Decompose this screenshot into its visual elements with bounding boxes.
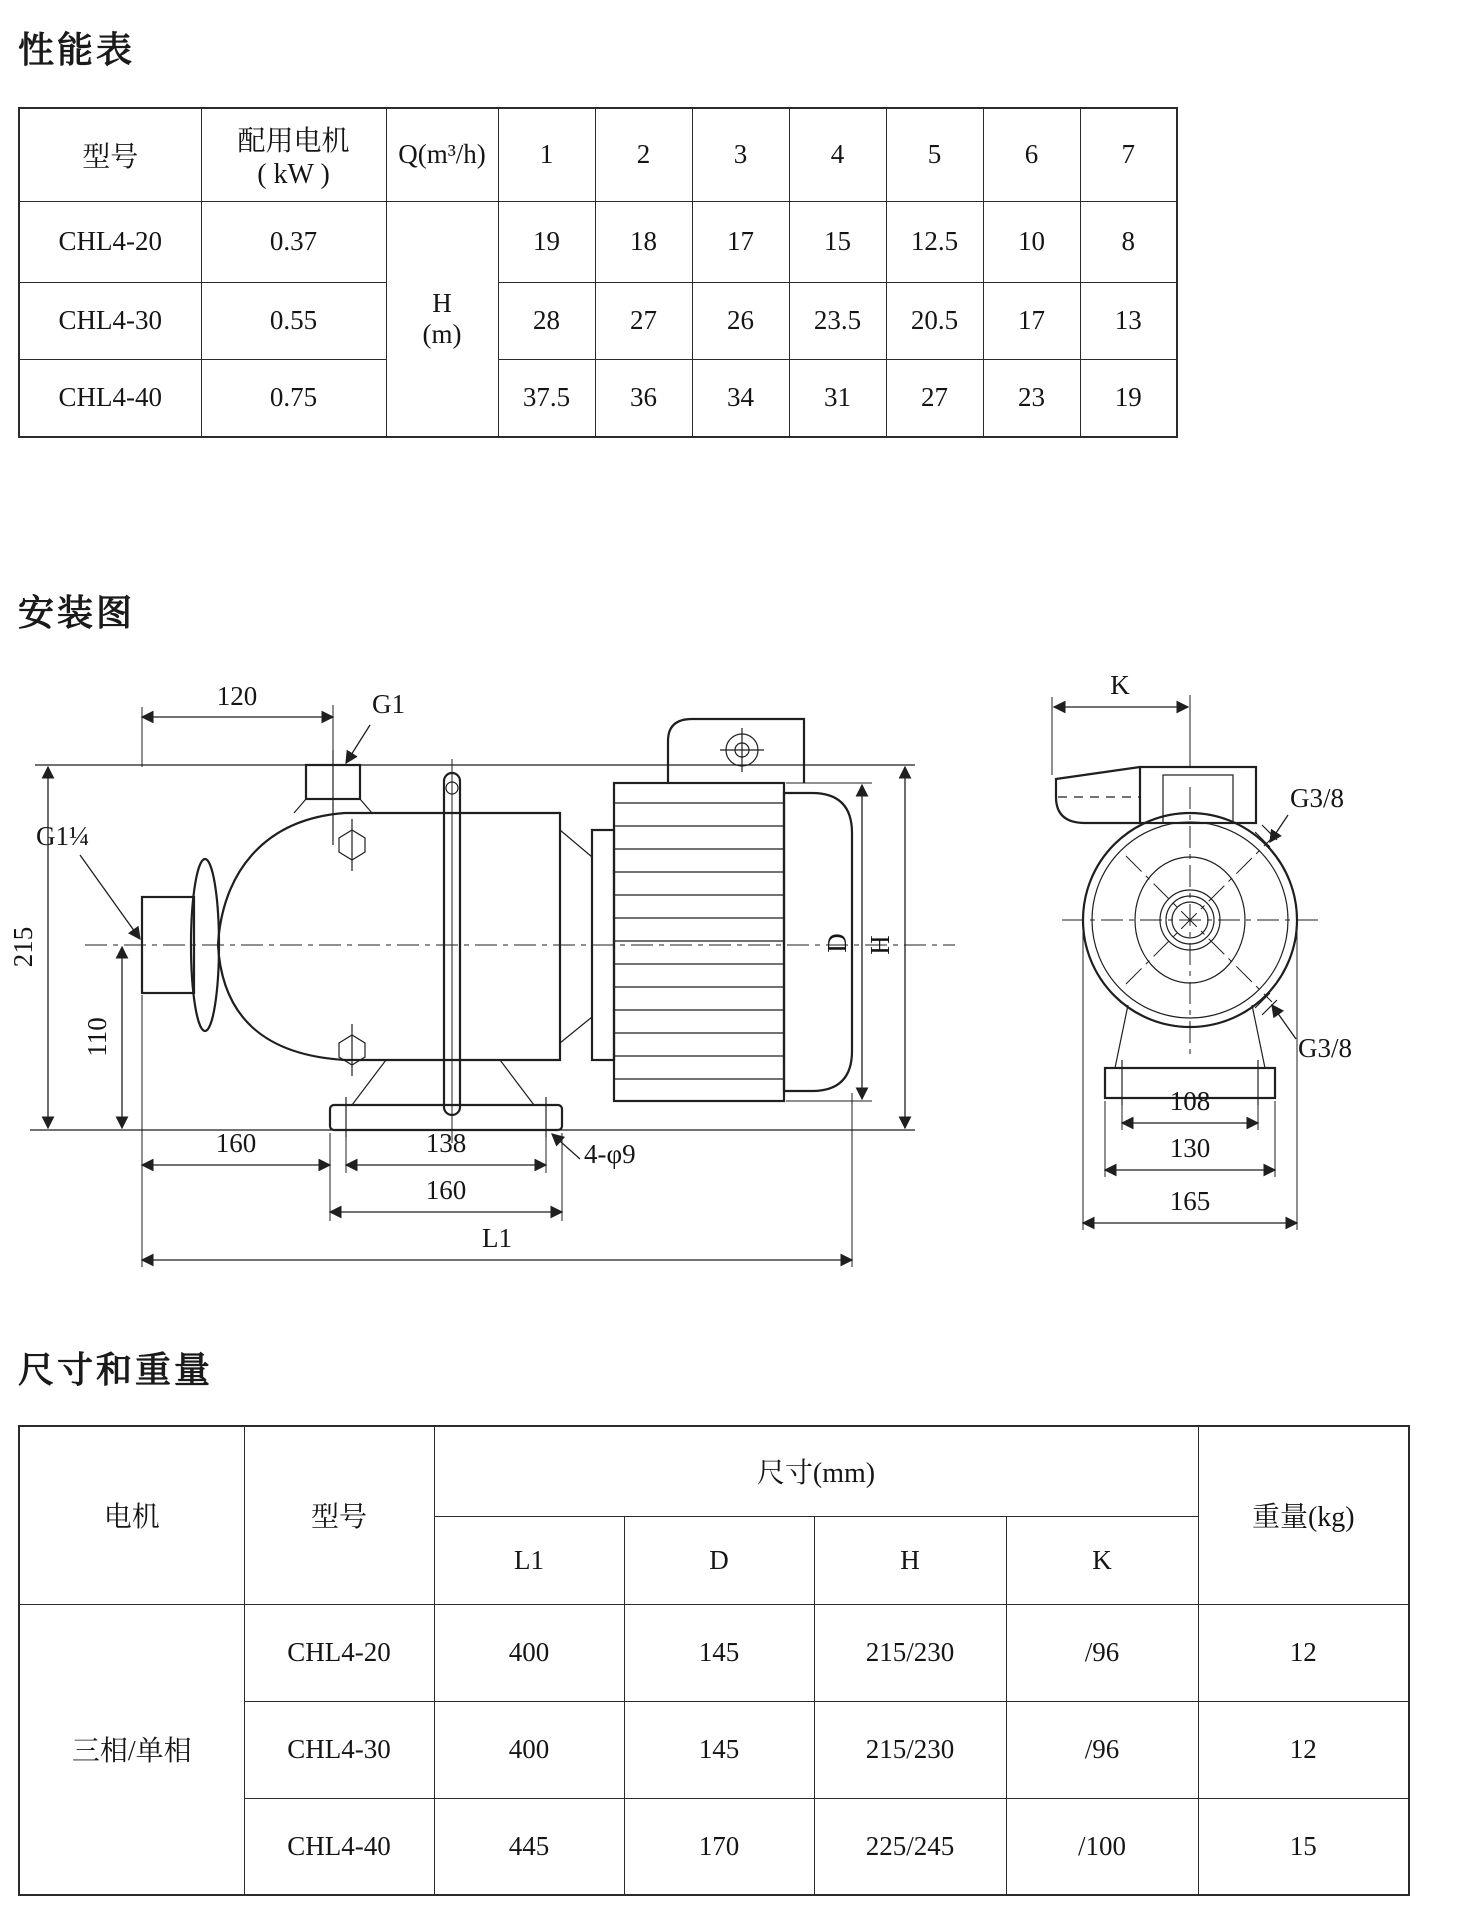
power-cell: 0.37: [201, 201, 386, 282]
weight-cell: 12: [1198, 1604, 1409, 1701]
head-cell: 8: [1080, 201, 1177, 282]
port-g1quarter-label: G1¼: [36, 821, 90, 851]
k-cell: /100: [1006, 1798, 1198, 1895]
model-cell: CHL4-40: [19, 359, 201, 437]
weight-cell: 15: [1198, 1798, 1409, 1895]
performance-table: [18, 107, 1178, 438]
model-column-header: 型号: [244, 1426, 434, 1604]
motor-column-header: 电机: [19, 1426, 244, 1604]
head-cell: 36: [595, 359, 692, 437]
l1-cell: 445: [434, 1798, 624, 1895]
d-cell: 145: [624, 1701, 814, 1798]
performance-section-title: 性能表: [18, 30, 136, 71]
head-cell: 19: [498, 201, 595, 282]
dim-l1-label: L1: [482, 1223, 512, 1253]
head-cell: 19: [1080, 359, 1177, 437]
size-subheader-l1: L1: [434, 1516, 624, 1604]
size-group-header: 尺寸(mm): [434, 1426, 1198, 1516]
l1-cell: 400: [434, 1604, 624, 1701]
k-cell: /96: [1006, 1701, 1198, 1798]
pump-front-view: [1052, 670, 1352, 1230]
dim-108-label: 108: [1169, 1086, 1211, 1116]
model-cell: CHL4-20: [19, 201, 201, 282]
port-g1-label: G1: [372, 689, 405, 719]
head-cell: 13: [1080, 282, 1177, 359]
flow-value-header: 4: [789, 108, 886, 201]
head-cell: 28: [498, 282, 595, 359]
motor-power-header-line1: 配用电机: [237, 125, 350, 157]
head-cell: 23: [983, 359, 1080, 437]
model-cell: CHL4-20: [244, 1604, 434, 1701]
head-cell: 15: [789, 201, 886, 282]
table-row: [19, 201, 1177, 282]
table-row: [19, 359, 1177, 437]
motor-power-header: [201, 108, 386, 201]
dim-165-label: 165: [1169, 1186, 1211, 1216]
weight-column-header: 重量(kg): [1198, 1426, 1409, 1604]
pump-side-view: [8, 681, 955, 1267]
dim-130-label: 130: [1169, 1133, 1211, 1163]
head-cell: 27: [886, 359, 983, 437]
h-cell: 215/230: [814, 1701, 1006, 1798]
head-cell: 12.5: [886, 201, 983, 282]
flow-value-header: 2: [595, 108, 692, 201]
g38-top-label: G3/8: [1290, 783, 1344, 813]
head-cell: 31: [789, 359, 886, 437]
bolt-holes-label: 4-φ9: [584, 1139, 636, 1169]
motor-power-header-line2: ( kW ): [257, 158, 330, 190]
dim-d-label: D: [822, 933, 852, 953]
l1-cell: 400: [434, 1701, 624, 1798]
dimensions-section-title: 尺寸和重量: [18, 1350, 214, 1391]
g38-bottom-label: G3/8: [1298, 1033, 1352, 1063]
dim-110-label: 110: [82, 1017, 112, 1057]
table-row: [19, 1604, 1409, 1701]
dim-h-label: H: [865, 935, 895, 955]
weight-cell: 12: [1198, 1701, 1409, 1798]
head-cell: 23.5: [789, 282, 886, 359]
model-header: 型号: [19, 108, 201, 201]
head-cell: 17: [983, 282, 1080, 359]
head-unit-line2: (m): [422, 318, 462, 349]
table-row: [19, 282, 1177, 359]
size-subheader-k: K: [1006, 1516, 1198, 1604]
flow-header: Q(m³/h): [386, 108, 498, 201]
motor-type-cell: 三相/单相: [19, 1604, 244, 1895]
dimensions-table: [18, 1425, 1410, 1896]
installation-section-title: 安装图: [18, 593, 136, 634]
head-unit-cell: [386, 201, 498, 437]
dim-138-label: 138: [425, 1128, 467, 1158]
size-subheader-h: H: [814, 1516, 1006, 1604]
casing-plug-bottom: [339, 1024, 365, 1076]
head-cell: 34: [692, 359, 789, 437]
dim-215-label: 215: [8, 926, 38, 968]
k-cell: /96: [1006, 1604, 1198, 1701]
flow-value-header: 3: [692, 108, 789, 201]
flow-value-header: 1: [498, 108, 595, 201]
model-cell: CHL4-30: [19, 282, 201, 359]
table-row: [19, 1426, 1409, 1516]
dim-160-left-label: 160: [215, 1128, 257, 1158]
power-cell: 0.55: [201, 282, 386, 359]
dim-k-label: K: [1110, 670, 1130, 700]
h-cell: 225/245: [814, 1798, 1006, 1895]
head-cell: 37.5: [498, 359, 595, 437]
head-cell: 20.5: [886, 282, 983, 359]
head-cell: 26: [692, 282, 789, 359]
d-cell: 170: [624, 1798, 814, 1895]
h-cell: 215/230: [814, 1604, 1006, 1701]
flow-value-header: 6: [983, 108, 1080, 201]
power-cell: 0.75: [201, 359, 386, 437]
d-cell: 145: [624, 1604, 814, 1701]
table-row: [19, 108, 1177, 201]
flow-value-header: 7: [1080, 108, 1177, 201]
casing-plug-top: [339, 819, 365, 871]
installation-drawing: [0, 545, 1460, 1335]
dim-120-label: 120: [216, 681, 258, 711]
dim-160-base-label: 160: [425, 1175, 467, 1205]
head-cell: 18: [595, 201, 692, 282]
head-unit-line1: H: [432, 287, 452, 318]
head-cell: 10: [983, 201, 1080, 282]
model-cell: CHL4-40: [244, 1798, 434, 1895]
model-cell: CHL4-30: [244, 1701, 434, 1798]
head-cell: 27: [595, 282, 692, 359]
head-cell: 17: [692, 201, 789, 282]
flow-value-header: 5: [886, 108, 983, 201]
size-subheader-d: D: [624, 1516, 814, 1604]
